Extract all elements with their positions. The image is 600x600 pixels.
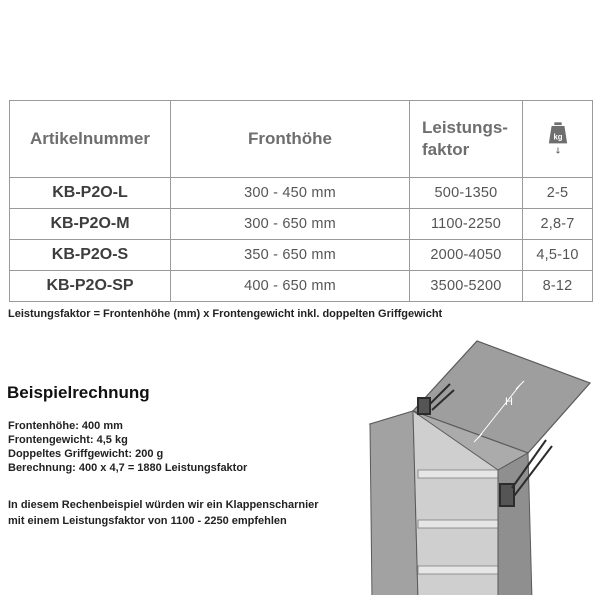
cell-article: KB-P2O-M	[10, 209, 171, 240]
cell-performance-factor: 500-1350	[410, 178, 523, 209]
header-weight	[523, 101, 593, 178]
header-article: Artikelnummer	[10, 101, 171, 178]
performance-factor-footnote: Leistungsfaktor = Frontenhöhe (mm) x Frontengewicht inkl. doppelten Griffgewicht	[8, 308, 443, 320]
table-row	[10, 240, 593, 271]
recommendation-line1: In diesem Rechenbeispiel würden wir ein Klappenscharnier	[8, 499, 319, 511]
cell-front-height: 300 - 450 mm	[171, 178, 410, 209]
header-performance-line2: faktor	[422, 140, 470, 159]
cell-performance-factor: 1100-2250	[410, 209, 523, 240]
dimension-h-label: H	[505, 396, 513, 408]
cell-article: KB-P2O-L	[10, 178, 171, 209]
cabinet-side	[370, 411, 418, 595]
cell-weight: 2-5	[523, 178, 593, 209]
example-line-front-weight: Frontengewicht: 4,5 kg	[8, 434, 128, 446]
header-performance-factor	[410, 101, 523, 178]
example-line-front-height: Frontenhöhe: 400 mm	[8, 420, 123, 432]
cell-front-height: 350 - 650 mm	[171, 240, 410, 271]
cell-article: KB-P2O-SP	[10, 271, 171, 302]
table-row	[10, 178, 593, 209]
cabinet-right-side	[498, 453, 532, 595]
header-front-height: Fronthöhe	[171, 101, 410, 178]
example-line-calculation: Berechnung: 400 x 4,7 = 1880 Leistungsfaktor	[8, 462, 248, 474]
table-header-row	[10, 101, 593, 178]
cabinet-flap-illustration	[355, 333, 600, 595]
cell-weight: 4,5-10	[523, 240, 593, 271]
table-row	[10, 271, 593, 302]
example-calculation	[8, 419, 247, 475]
example-recommendation	[8, 497, 319, 529]
table-row	[10, 209, 593, 240]
cabinet-shelf	[418, 520, 498, 528]
weight-icon-arrow: ↓	[554, 145, 561, 155]
spec-table	[9, 100, 593, 302]
header-performance-line1: Leistungs-	[422, 118, 508, 137]
weight-icon-label: kg	[552, 132, 563, 142]
example-title: Beispielrechnung	[7, 383, 150, 402]
cell-front-height: 400 - 650 mm	[171, 271, 410, 302]
cell-article: KB-P2O-S	[10, 240, 171, 271]
cell-front-height: 300 - 650 mm	[171, 209, 410, 240]
weight-kg-icon	[547, 117, 569, 157]
cell-weight: 8-12	[523, 271, 593, 302]
cabinet-shelf	[418, 566, 498, 574]
cell-performance-factor: 3500-5200	[410, 271, 523, 302]
example-line-handle-weight: Doppeltes Griffgewicht: 200 g	[8, 448, 164, 460]
cell-weight: 2,8-7	[523, 209, 593, 240]
recommendation-line2: mit einem Leistungsfaktor von 1100 - 2250 empfehlen	[8, 515, 287, 527]
cell-performance-factor: 2000-4050	[410, 240, 523, 271]
cabinet-shelf	[418, 470, 498, 478]
